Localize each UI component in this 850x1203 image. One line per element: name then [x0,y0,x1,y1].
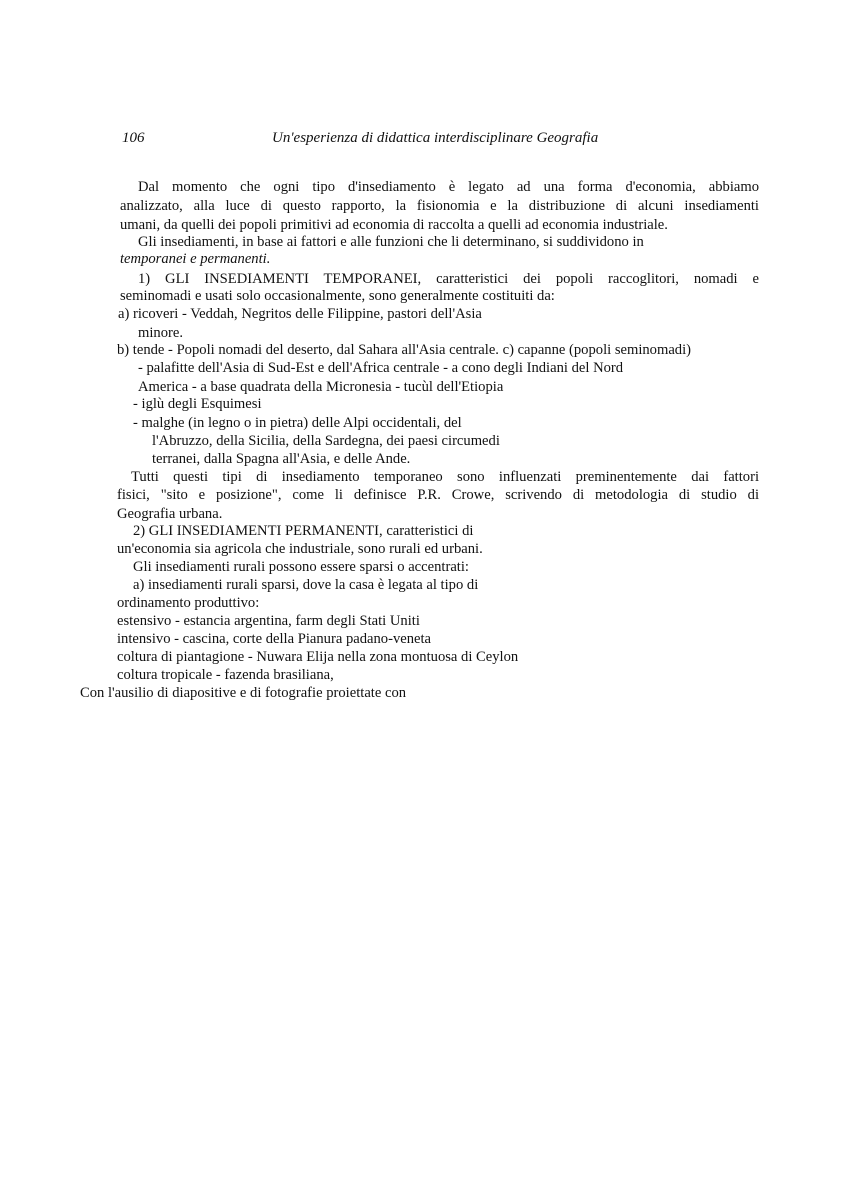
text-line: analizzato, alla luce di questo rapporto, la fisionomia e la distribuzione di alcuni insediamenti [120,198,759,214]
text-line: Dal momento che ogni tipo d'insediamento è legato ad una forma d'economia, abbiamo [138,179,759,195]
text-line: seminomadi e usati solo occasionalmente, sono generalmente costituiti da: [120,288,555,304]
text-line: Geografia urbana. [117,506,223,522]
text-line: fisici, "sito e posizione", come li definisce P.R. Crowe, scrivendo di metodologia di studio di [117,487,759,503]
text-line: terranei, dalla Spagna all'Asia, e delle Ande. [152,451,411,467]
text-line: l'Abruzzo, della Sicilia, della Sardegna, dei paesi circumedi [152,433,500,449]
text-line: un'economia sia agricola che industriale, sono rurali ed urbani. [117,541,483,557]
text-line: - palafitte dell'Asia di Sud-Est e dell'Africa centrale - a cono degli Indiani del Nord [138,360,624,376]
text-line: Gli insediamenti rurali possono essere sparsi o accentrati: [133,559,469,575]
text-line: Con l'ausilio di diapositive e di fotografie proiettate con [80,685,407,701]
text-line: b) tende - Popoli nomadi del deserto, dal Sahara all'Asia centrale. c) capanne (popoli seminomadi) [117,342,692,358]
text-line: 2) GLI INSEDIAMENTI PERMANENTI, caratteristici di [133,523,474,539]
text-line: minore. [138,325,183,341]
running-title: Un'esperienza di didattica interdisciplinare Geografia [272,130,599,146]
text-line: a) insediamenti rurali sparsi, dove la casa è legata al tipo di [133,577,479,593]
text-line: Tutti questi tipi di insediamento temporaneo sono influenzati preminentemente dai fattori [131,469,759,485]
text-line: coltura tropicale - fazenda brasiliana, [117,667,334,683]
text-line: temporanei e permanenti. [120,251,271,267]
text-line: America - a base quadrata della Micronesia - tucùl dell'Etiopia [138,379,504,395]
text-line: umani, da quelli dei popoli primitivi ad economia di raccolta a quelli ad economia industriale. [120,217,668,233]
text-line: a) ricoveri - Veddah, Negritos delle Filippine, pastori dell'Asia [118,306,482,322]
text-line: - malghe (in legno o in pietra) delle Alpi occidentali, del [133,415,462,431]
text-line: estensivo - estancia argentina, farm degli Stati Uniti [117,613,420,629]
page-number: 106 [122,130,145,146]
text-line: intensivo - cascina, corte della Pianura padano-veneta [117,631,432,647]
text-line: Gli insediamenti, in base ai fattori e alle funzioni che li determinano, si suddividono in [138,234,644,250]
text-line: ordinamento produttivo: [117,595,260,611]
text-line: 1) GLI INSEDIAMENTI TEMPORANEI, caratteristici dei popoli raccoglitori, nomadi e [138,271,759,287]
text-line: - iglù degli Esquimesi [133,396,262,412]
text-line: coltura di piantagione - Nuwara Elija nella zona montuosa di Ceylon [117,649,519,665]
